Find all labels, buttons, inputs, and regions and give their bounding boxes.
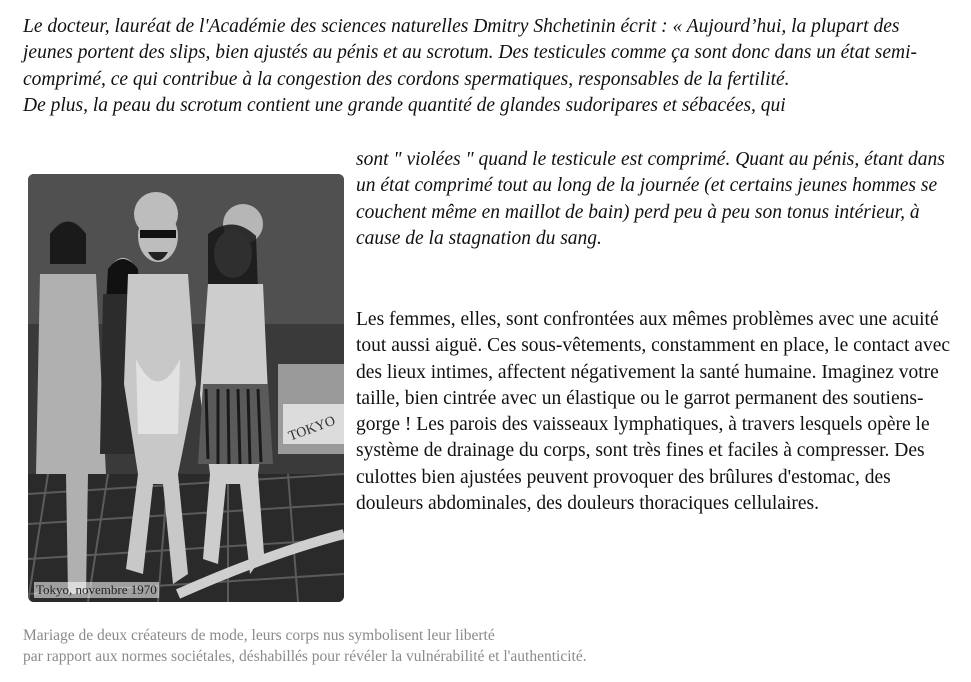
body-paragraph: Les femmes, elles, sont confrontées aux mêmes problèmes avec une acuité tout aussi aiguë. Ces sous-vêtements, constamment en place, le contact avec des lieux intimes, affectent négativement la santé humaine. Imaginez votre taille, bien cintrée avec un élastique ou le garrot permanent des soutiens-gorge ! Les parois des vaisseaux lymphatiques, à travers lesquels opère le système de drainage du corps, sont très fines et faciles à compresser. Des culottes bien ajustées peuvent provoquer des brûlures d'estomac, des douleurs abdominales, des douleurs thoraciques cellulaires. <box>356 309 951 515</box>
photo-sign-text: TOKYO <box>286 413 338 445</box>
caption-line-2: par rapport aux normes sociétales, déshabillés pour révéler la vulnérabilité et l'authenticité. <box>23 648 587 665</box>
intro-paragraph-2-continuation: sont " violées " quand le testicule est comprimé. Quant au pénis, étant dans un état comprimé tout au long de la journée (et certains jeunes hommes se couchent même en maillot de bain) perd peu à peu son tonus intérieur, à cause de la stagnation du sang. <box>356 149 945 249</box>
caption-line-1: Mariage de deux créateurs de mode, leurs corps nus symbolisent leur liberté <box>23 627 495 644</box>
photo-illustration <box>28 174 344 602</box>
photo-label: Tokyo, novembre 1970 <box>36 582 157 597</box>
intro-paragraph-2-start: De plus, la peau du scrotum contient une grande quantité de glandes sudoripares et sébacées, qui <box>23 94 786 116</box>
intro-paragraph-1: Le docteur, lauréat de l'Académie des sciences naturelles Dmitry Shchetinin écrit : « Aujourd’hui, la plupart des jeunes portent des slips, bien ajustés au pénis et au scrotum. Des testicules comme ça sont donc dans un état semi-comprimé, ce qui contribue à la congestion des cordons spermatiques, responsables de la fertilité. <box>23 16 917 90</box>
intro-text <box>23 14 953 119</box>
photo-image <box>28 174 344 602</box>
photo <box>22 168 350 608</box>
caption <box>23 625 923 667</box>
